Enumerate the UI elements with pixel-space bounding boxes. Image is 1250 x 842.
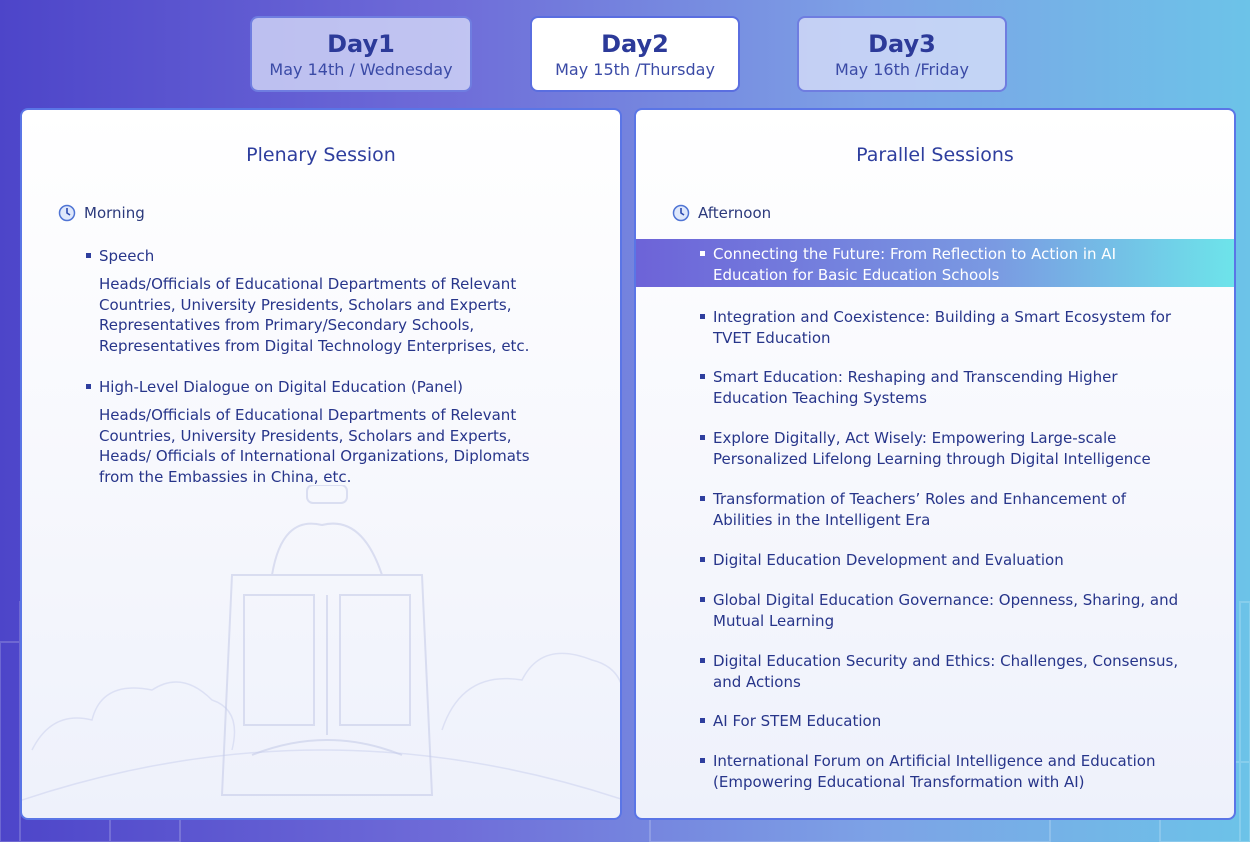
tab-day2-title: Day2 xyxy=(601,30,669,58)
tab-day3[interactable] xyxy=(797,16,1007,92)
bullet-icon xyxy=(86,253,91,258)
clock-icon xyxy=(672,204,690,222)
time-label-afternoon: Afternoon xyxy=(698,204,772,222)
session-item-label: High-Level Dialogue on Digital Education (Panel) xyxy=(99,378,464,396)
parallel-session-label: Digital Education Development and Evaluation xyxy=(713,551,1064,569)
parallel-session-label: Digital Education Security and Ethics: Challenges, Consensus, and Actions xyxy=(713,652,1179,691)
clock-icon xyxy=(58,204,76,222)
morning-time-row xyxy=(58,204,145,222)
bullet-icon xyxy=(86,384,91,389)
bullet-icon xyxy=(700,314,705,319)
session-item xyxy=(22,377,620,487)
panel-title-parallel: Parallel Sessions xyxy=(856,144,1014,166)
parallel-session-item-6[interactable] xyxy=(636,550,1234,572)
parallel-session-item-2[interactable] xyxy=(636,307,1234,349)
plenary-session-panel xyxy=(20,108,622,820)
tab-day2-date: May 15th /Thursday xyxy=(555,60,715,79)
tab-day1-date: May 14th / Wednesday xyxy=(269,60,453,79)
parallel-session-item-7[interactable] xyxy=(636,590,1234,632)
parallel-session-item-5[interactable] xyxy=(636,489,1234,531)
parallel-session-label: Transformation of Teachers’ Roles and Enhancement of Abilities in the Intelligent Era xyxy=(713,490,1127,529)
parallel-session-label: Integration and Coexistence: Building a Smart Ecosystem for TVET Education xyxy=(713,308,1172,347)
parallel-session-item-9[interactable] xyxy=(636,711,1234,733)
bullet-icon xyxy=(700,374,705,379)
time-label-morning: Morning xyxy=(84,204,145,222)
bullet-icon xyxy=(700,435,705,440)
parallel-session-item-1[interactable] xyxy=(636,239,1234,287)
tab-day3-title: Day3 xyxy=(868,30,936,58)
parallel-session-label: AI For STEM Education xyxy=(713,712,882,730)
parallel-session-label: Connecting the Future: From Reflection to Action in AI Education for Basic Education Schools xyxy=(713,245,1116,284)
tab-day1-title: Day1 xyxy=(327,30,395,58)
panel-title-plenary: Plenary Session xyxy=(246,144,396,166)
afternoon-time-row xyxy=(672,204,771,222)
parallel-session-item-4[interactable] xyxy=(636,428,1234,470)
parallel-session-label: Smart Education: Reshaping and Transcending Higher Education Teaching Systems xyxy=(713,368,1118,407)
parallel-session-item-8[interactable] xyxy=(636,651,1234,693)
tab-day3-date: May 16th /Friday xyxy=(835,60,969,79)
bullet-icon xyxy=(700,557,705,562)
parallel-session-label: International Forum on Artificial Intelligence and Education (Empowering Educational Transformation with AI) xyxy=(713,752,1156,791)
parallel-session-item-3[interactable] xyxy=(636,367,1234,409)
bullet-icon xyxy=(700,251,705,256)
parallel-sessions-panel xyxy=(634,108,1236,820)
parallel-session-label: Explore Digitally, Act Wisely: Empowering Large-scale Personalized Lifelong Learning through Digital Intelligence xyxy=(713,429,1151,468)
session-item-label: Speech xyxy=(99,247,155,265)
session-item xyxy=(22,246,620,356)
bullet-icon xyxy=(700,496,705,501)
parallel-session-item-10[interactable] xyxy=(636,751,1234,793)
bullet-icon xyxy=(700,597,705,602)
parallel-session-label: Global Digital Education Governance: Openness, Sharing, and Mutual Learning xyxy=(713,591,1179,630)
bullet-icon xyxy=(700,658,705,663)
tab-day1[interactable] xyxy=(250,16,472,92)
bullet-icon xyxy=(700,718,705,723)
session-item-description: Heads/Officials of Educational Departments of Relevant Countries, University Presidents, Scholars and Experts, Heads/ Officials of International Organizations, Diplomats from the Embassies in China, etc. xyxy=(99,406,530,487)
session-item-description: Heads/Officials of Educational Departments of Relevant Countries, University Presidents, Scholars and Experts, Representatives from Primary/Secondary Schools, Representatives from Digital Technology Enterprises, etc. xyxy=(99,275,530,356)
tab-day2[interactable] xyxy=(530,16,740,92)
bronze-bell-illustration xyxy=(212,485,442,815)
bullet-icon xyxy=(700,758,705,763)
